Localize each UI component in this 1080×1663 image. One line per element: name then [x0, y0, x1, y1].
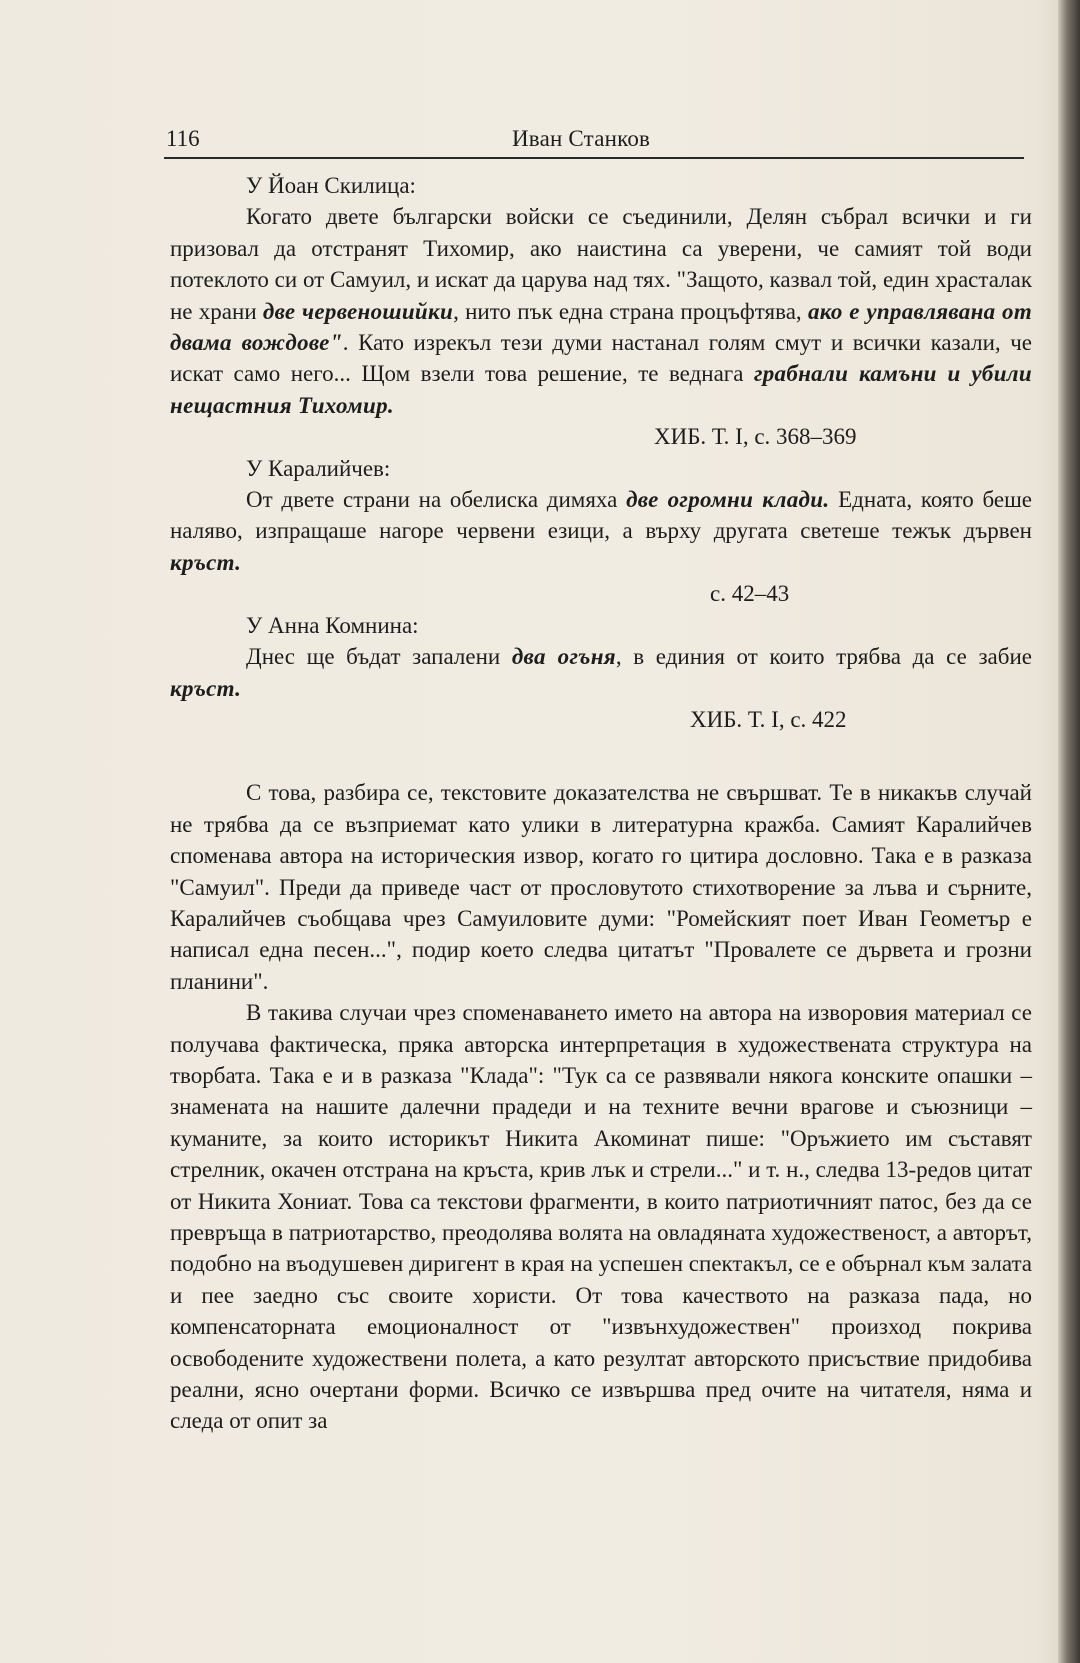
quote-source-karaliychev: с. 42–43: [710, 581, 790, 607]
body-paragraph: С това, разбира се, текстовите доказателства не свършват. Те в никакъв случай не трябва да се възприемат като улики в литературна кражба. Самият Каралийчев споменава автора на историческия извор, когато го цитира дословно. Така е в разказа "Самуил". Преди да приведе част от прословутото стихотворение за лъва и сърните, Каралийчев съобщава чрез Самуиловите думи: "Ромейският поет Иван Геометър е написал една песен...", подир което следва цитатът "Провалете се дървета и грозни планини".: [170, 780, 1032, 994]
page-number: 116: [166, 126, 200, 151]
quote-label-karaliychev: У Каралийчев:: [246, 455, 391, 481]
book-spine-shadow: [1058, 0, 1080, 1663]
section-spacer: [170, 735, 1032, 777]
quote-label-komnene: У Анна Комнина:: [246, 612, 419, 638]
body-text: [170, 170, 1032, 1437]
page-header: [166, 126, 1022, 158]
body-paragraph: В такива случаи чрез споменаването името на автора на изворовия материал се получава фактическа, пряка авторска интерпретация в художествената структура на творбата. Така е и в разказа "Клада": "Тук са се развявали някога конските опашки – знамената на нашите далечни прадеди и на техните вечни врагове и съюзници – куманите, за които историкът Никита Акоминат пише: "Оръжието им съставят стрелник, окачен отстрана на кръста, крив лък и стрели..." и т. н., следва 13-редов цитат от Никита Хониат. Това са текстови фрагменти, в които патриотичният патос, без да се превръща в патриотарство, преодолява волята на овладяната художественост, а авторът, подобно на въодушевен диригент в края на успешен спектакъл, се е обърнал към залата и пее заедно със своите хористи. От това качеството на разказа пада, но компенсаторната емоционалност от "извънхудожествен" произход покрива освободените художествени полета, а като резултат авторското присъствие придобива реални, ясно очертани форми. Всичко се извършва пред очите на читателя, няма и следа от опит за: [170, 1000, 1032, 1434]
header-rule: [164, 157, 1024, 159]
quote-source-komnene: ХИБ. Т. I, с. 422: [690, 706, 847, 732]
quote-text-karaliychev: От двете страни на обелиска димяха две огромни клади. Едната, която беше наляво, изпращаше нагоре червени езици, а върху другата светеше тежък дървен кръст.: [170, 487, 1032, 575]
running-title: Иван Станков: [512, 126, 651, 151]
quote-text-skylitzes: Когато двете български войски се съединили, Делян събрал всички и ги призовал да отстранят Тихомир, ако наистина са уверени, че самият той води потеклото си от Самуил, и искат да царува над тях. "Защото, казвал той, един храсталак не храни две червеношийки, нито пък една страна процъфтява, ако е управлявана от двама вождове". Като изрекъл тези думи настанал голям смут и всички казали, че искат само него... Щом взели това решение, те веднага грабнали камъни и убили нещастния Тихомир.: [170, 204, 1033, 418]
quote-source-skylitzes: ХИБ. Т. I, с. 368–369: [654, 424, 857, 450]
quote-text-komnene: Днес ще бъдат запалени два огъня, в единия от които трябва да се забие кръст.: [170, 644, 1032, 701]
quote-label-skylitzes: У Йоан Скилица:: [246, 173, 416, 198]
